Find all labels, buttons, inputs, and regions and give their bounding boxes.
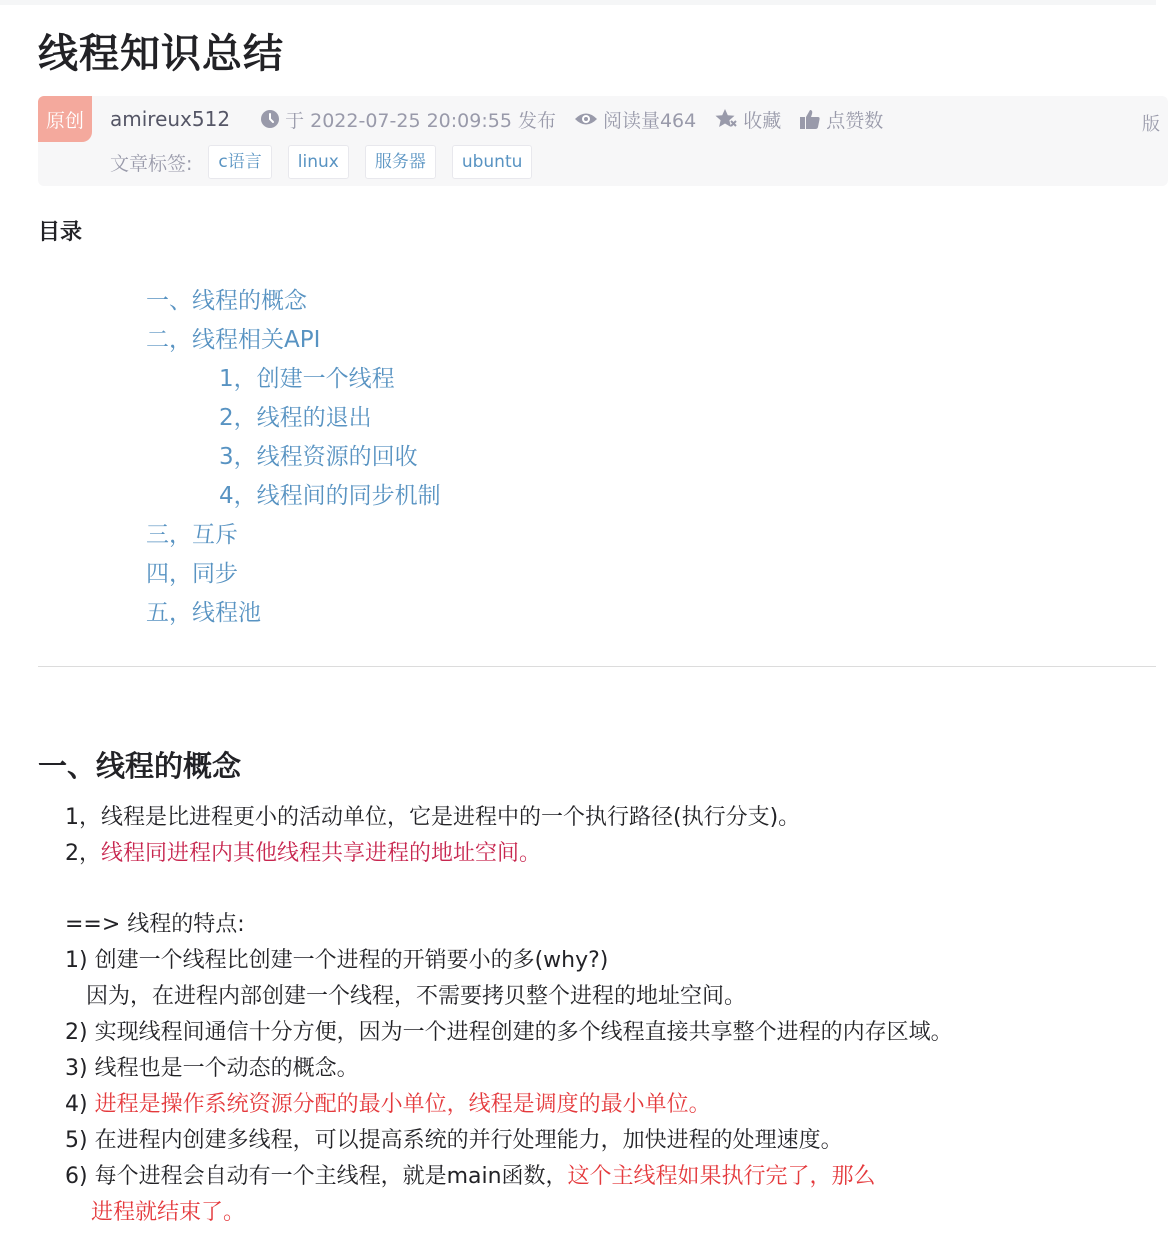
author-link[interactable]: amireux512 [110,107,231,131]
feature-item: 5) 在进程内创建多线程，可以提高系统的并行处理能力，加快进程的处理速度。 [65,1128,843,1153]
features-title: ==> 线程的特点: [65,912,245,937]
feature-item [65,1159,876,1190]
toc-item[interactable]: 四，同步 [146,561,238,587]
tag-c[interactable]: c语言 [208,145,271,179]
section-heading: 一、线程的概念 [38,749,242,783]
favorite-button[interactable] [714,106,781,133]
highlight-text: 这个主线程如果执行完了，那么 [567,1164,876,1189]
feature-item: 2) 实现线程间通信十分方便，因为一个进程创建的多个线程直接共享整个进程的内存区域。 [65,1020,953,1045]
publish-time-text: 于 2022-07-25 20:09:55 发布 [285,109,556,132]
read-count-text: 阅读量464 [602,109,697,132]
original-badge: 原创 [38,96,92,142]
eye-icon [574,109,598,129]
feature-detail: 因为，在进程内部创建一个线程，不需要拷贝整个进程的地址空间。 [86,984,747,1009]
tag-ubuntu[interactable]: ubuntu [452,145,533,179]
toc-item[interactable]: 1，创建一个线程 [219,366,395,392]
tag-linux[interactable]: linux [288,145,349,179]
feature-prefix: 6) 每个进程会自动有一个主线程，就是main函数， [65,1164,568,1189]
toc-item[interactable]: 五，线程池 [146,600,261,626]
meta-row [110,102,901,136]
copyright-notice[interactable]: 版 [1142,114,1160,135]
paragraph-prefix: 2， [65,841,101,866]
toc-title: 目录 [38,220,83,245]
paragraph [65,836,541,867]
star-icon [714,108,738,130]
article-title: 线程知识总结 [38,31,284,77]
feature-item: 3) 线程也是一个动态的概念。 [65,1056,359,1081]
feature-item: 1) 创建一个线程比创建一个进程的开销要小的多(why?) [65,948,609,973]
like-label: 点赞数 [826,109,884,132]
feature-prefix: 4) [65,1092,95,1117]
article-meta [38,96,1168,186]
feature-continuation: 进程就结束了。 [91,1200,246,1225]
top-bar [0,0,1156,5]
feature-item [65,1087,711,1118]
thumbs-up-icon [799,108,821,130]
toc-item[interactable]: 3，线程资源的回收 [219,444,418,470]
toc-item[interactable]: 2，线程的退出 [219,405,372,431]
toc-item[interactable]: 一、线程的概念 [146,288,307,314]
tags-row [110,145,548,179]
toc-item[interactable]: 4，线程间的同步机制 [219,483,441,509]
publish-time [260,106,556,133]
tags-label: 文章标签: [110,152,193,175]
tag-server[interactable]: 服务器 [365,145,436,179]
toc-item[interactable]: 二，线程相关API [146,327,321,353]
divider [38,666,1156,667]
highlight-text: 进程是操作系统资源分配的最小单位，线程是调度的最小单位。 [94,1092,711,1117]
favorite-label: 收藏 [743,109,782,132]
like-button[interactable] [799,106,883,133]
read-count [574,106,696,133]
highlight-text: 线程同进程内其他线程共享进程的地址空间。 [101,841,542,866]
toc-item[interactable]: 三，互斥 [146,522,238,548]
clock-icon [260,109,280,129]
paragraph: 1，线程是比进程更小的活动单位，它是进程中的一个执行路径(执行分支)。 [65,805,801,830]
